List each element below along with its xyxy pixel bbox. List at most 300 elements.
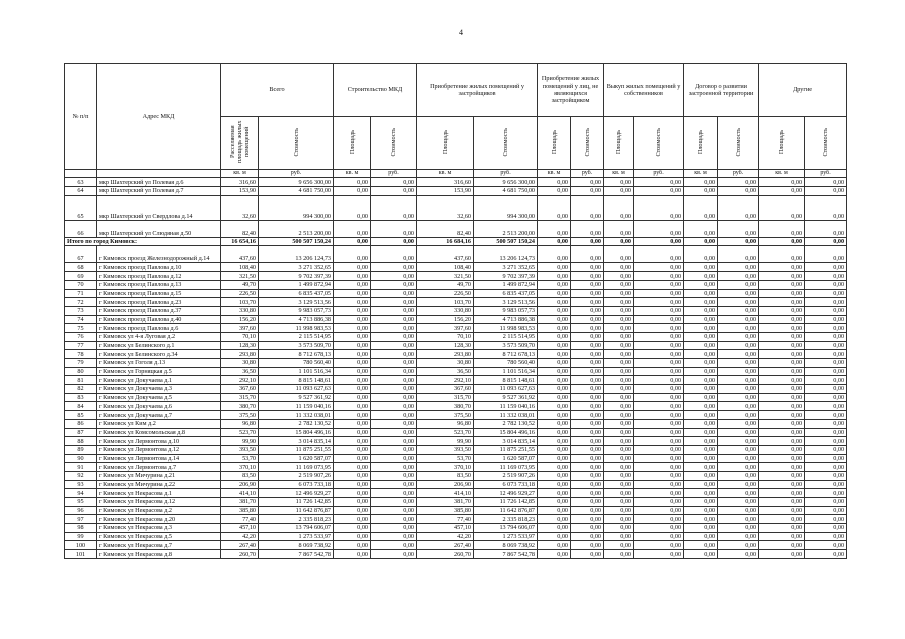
value-cell: 0,00 xyxy=(371,489,417,498)
value-cell: 0,00 xyxy=(604,237,634,246)
value-cell: 1 273 533,97 xyxy=(259,532,334,541)
row-address: г Кимовск ул Докучаева д.3 xyxy=(97,385,221,394)
table-row xyxy=(65,298,847,307)
table-row xyxy=(65,541,847,550)
value-cell: 0,00 xyxy=(604,220,634,237)
value-cell: 0,00 xyxy=(334,471,371,480)
value-cell: 0,00 xyxy=(634,385,684,394)
value-cell: 0,00 xyxy=(634,237,684,246)
value-cell: 381,70 xyxy=(221,498,259,507)
value-cell: 0,00 xyxy=(634,332,684,341)
value-cell: 0,00 xyxy=(538,376,571,385)
value-cell: 0,00 xyxy=(805,445,847,454)
value-cell: 0,00 xyxy=(604,385,634,394)
value-cell: 0,00 xyxy=(634,324,684,333)
value-cell: 0,00 xyxy=(718,178,759,187)
value-cell: 0,00 xyxy=(538,532,571,541)
value-cell: 0,00 xyxy=(604,445,634,454)
value-cell: 206,90 xyxy=(417,480,474,489)
value-cell: 381,70 xyxy=(417,498,474,507)
subheader-cost: Стоимость xyxy=(805,117,847,170)
row-number: 64 xyxy=(65,187,97,196)
table-row xyxy=(65,178,847,187)
value-cell: 0,00 xyxy=(718,289,759,298)
value-cell: 0,00 xyxy=(634,515,684,524)
value-cell: 0,00 xyxy=(718,498,759,507)
header-other: Другие xyxy=(759,64,847,117)
row-number: 83 xyxy=(65,393,97,402)
table-row xyxy=(65,454,847,463)
subheader-area: Площадь xyxy=(604,117,634,170)
value-cell: 0,00 xyxy=(718,471,759,480)
value-cell: 315,70 xyxy=(221,393,259,402)
value-cell: 0,00 xyxy=(718,524,759,533)
value-cell: 0,00 xyxy=(571,393,604,402)
value-cell: 0,00 xyxy=(538,506,571,515)
value-cell: 36,50 xyxy=(417,367,474,376)
value-cell: 6 835 437,05 xyxy=(474,289,538,298)
value-cell: 0,00 xyxy=(805,411,847,420)
value-cell: 0,00 xyxy=(805,532,847,541)
subheader-cost: Стоимость xyxy=(634,117,684,170)
value-cell: 0,00 xyxy=(334,298,371,307)
value-cell: 11 642 876,87 xyxy=(474,506,538,515)
value-cell: 0,00 xyxy=(805,385,847,394)
value-cell: 523,70 xyxy=(417,428,474,437)
value-cell: 11 169 073,95 xyxy=(474,463,538,472)
value-cell: 0,00 xyxy=(604,324,634,333)
value-cell: 0,00 xyxy=(571,359,604,368)
value-cell: 0,00 xyxy=(604,498,634,507)
value-cell: 9 983 057,73 xyxy=(474,306,538,315)
value-cell: 4 681 750,00 xyxy=(474,187,538,196)
value-cell: 0,00 xyxy=(371,272,417,281)
value-cell: 0,00 xyxy=(759,220,805,237)
value-cell: 0,00 xyxy=(684,437,718,446)
value-cell: 0,00 xyxy=(805,454,847,463)
row-address: г Кимовск проезд Железнодорожный д.14 xyxy=(97,246,221,263)
value-cell: 0,00 xyxy=(571,480,604,489)
value-cell: 0,00 xyxy=(634,306,684,315)
value-cell: 12 496 929,27 xyxy=(474,489,538,498)
value-cell: 0,00 xyxy=(718,298,759,307)
unit-cell: руб. xyxy=(259,170,334,178)
value-cell: 8 815 148,61 xyxy=(259,376,334,385)
value-cell: 0,00 xyxy=(634,367,684,376)
subheader-area: Площадь xyxy=(538,117,571,170)
value-cell: 13 206 124,73 xyxy=(259,246,334,263)
value-cell: 385,80 xyxy=(417,506,474,515)
table-row xyxy=(65,419,847,428)
value-cell: 3 271 352,65 xyxy=(474,263,538,272)
value-cell: 370,10 xyxy=(417,463,474,472)
value-cell: 53,70 xyxy=(417,454,474,463)
table-row xyxy=(65,324,847,333)
header-purchase-developers: Приобретение жилых помещений у застройщиков xyxy=(417,64,538,117)
value-cell: 0,00 xyxy=(371,550,417,559)
value-cell: 0,00 xyxy=(571,489,604,498)
housing-resettlement-table xyxy=(64,63,847,559)
table-row xyxy=(65,411,847,420)
value-cell: 375,50 xyxy=(417,411,474,420)
value-cell: 0,00 xyxy=(371,419,417,428)
subheader-resettled-area: Расселяемая площадь жилых помещений xyxy=(221,117,259,170)
value-cell: 9 656 300,00 xyxy=(474,178,538,187)
value-cell: 0,00 xyxy=(684,376,718,385)
value-cell: 0,00 xyxy=(759,393,805,402)
unit-cell: кв. м xyxy=(538,170,571,178)
value-cell: 0,00 xyxy=(571,195,604,220)
value-cell: 0,00 xyxy=(334,272,371,281)
value-cell: 226,50 xyxy=(417,289,474,298)
row-number: 78 xyxy=(65,350,97,359)
row-address: мкр Шахтерский ул Слюдяная д.50 xyxy=(97,220,221,237)
value-cell: 0,00 xyxy=(684,359,718,368)
value-cell: 0,00 xyxy=(759,498,805,507)
value-cell: 0,00 xyxy=(684,306,718,315)
value-cell: 0,00 xyxy=(334,402,371,411)
unit-cell: руб. xyxy=(371,170,417,178)
table-row xyxy=(65,195,847,220)
value-cell: 0,00 xyxy=(334,306,371,315)
row-number: 75 xyxy=(65,324,97,333)
value-cell: 0,00 xyxy=(571,506,604,515)
value-cell: 0,00 xyxy=(684,471,718,480)
value-cell: 0,00 xyxy=(571,376,604,385)
value-cell: 0,00 xyxy=(604,463,634,472)
value-cell: 11 332 038,01 xyxy=(259,411,334,420)
value-cell: 0,00 xyxy=(604,411,634,420)
row-number: 63 xyxy=(65,178,97,187)
value-cell: 42,20 xyxy=(221,532,259,541)
value-cell: 0,00 xyxy=(684,393,718,402)
value-cell: 0,00 xyxy=(371,498,417,507)
value-cell: 0,00 xyxy=(604,402,634,411)
value-cell: 0,00 xyxy=(538,220,571,237)
value-cell: 0,00 xyxy=(634,489,684,498)
value-cell: 2 782 130,52 xyxy=(259,419,334,428)
value-cell: 0,00 xyxy=(718,263,759,272)
value-cell: 380,70 xyxy=(417,402,474,411)
value-cell: 0,00 xyxy=(684,428,718,437)
table-row xyxy=(65,445,847,454)
value-cell: 0,00 xyxy=(759,298,805,307)
value-cell: 0,00 xyxy=(371,220,417,237)
value-cell: 0,00 xyxy=(571,187,604,196)
value-cell: 0,00 xyxy=(684,220,718,237)
row-address: г Кимовск ул Лермонтова д.7 xyxy=(97,463,221,472)
value-cell: 0,00 xyxy=(684,272,718,281)
table-row xyxy=(65,350,847,359)
value-cell: 0,00 xyxy=(718,246,759,263)
value-cell: 0,00 xyxy=(759,445,805,454)
value-cell: 0,00 xyxy=(538,393,571,402)
value-cell: 0,00 xyxy=(538,445,571,454)
row-number: 90 xyxy=(65,454,97,463)
value-cell: 2 335 818,23 xyxy=(474,515,538,524)
value-cell: 330,80 xyxy=(221,306,259,315)
value-cell: 7 867 542,78 xyxy=(259,550,334,559)
value-cell: 0,00 xyxy=(571,306,604,315)
row-address: г Кимовск ул Докучаева д.5 xyxy=(97,393,221,402)
value-cell: 0,00 xyxy=(538,350,571,359)
value-cell: 0,00 xyxy=(371,454,417,463)
value-cell: 0,00 xyxy=(684,246,718,263)
value-cell: 393,50 xyxy=(417,445,474,454)
value-cell: 367,60 xyxy=(417,385,474,394)
value-cell: 0,00 xyxy=(759,402,805,411)
value-cell: 321,50 xyxy=(417,272,474,281)
value-cell: 0,00 xyxy=(718,463,759,472)
value-cell: 96,80 xyxy=(221,419,259,428)
value-cell: 0,00 xyxy=(538,324,571,333)
value-cell: 128,30 xyxy=(417,341,474,350)
value-cell: 8 815 148,61 xyxy=(474,376,538,385)
subheader-area: Площадь xyxy=(684,117,718,170)
value-cell: 0,00 xyxy=(604,454,634,463)
value-cell: 0,00 xyxy=(718,411,759,420)
value-cell: 0,00 xyxy=(538,341,571,350)
row-number: 96 xyxy=(65,506,97,515)
value-cell: 293,80 xyxy=(417,350,474,359)
value-cell: 0,00 xyxy=(634,411,684,420)
value-cell: 0,00 xyxy=(334,315,371,324)
value-cell: 0,00 xyxy=(334,393,371,402)
value-cell: 0,00 xyxy=(371,428,417,437)
value-cell: 0,00 xyxy=(634,280,684,289)
value-cell: 267,40 xyxy=(221,541,259,550)
value-cell: 0,00 xyxy=(334,498,371,507)
table-row xyxy=(65,272,847,281)
value-cell: 0,00 xyxy=(571,428,604,437)
value-cell: 0,00 xyxy=(334,350,371,359)
value-cell: 0,00 xyxy=(718,272,759,281)
value-cell: 0,00 xyxy=(604,428,634,437)
value-cell: 0,00 xyxy=(538,524,571,533)
value-cell: 0,00 xyxy=(538,332,571,341)
value-cell: 0,00 xyxy=(684,445,718,454)
row-address: г Кимовск проезд Павлова д.37 xyxy=(97,306,221,315)
table-row xyxy=(65,280,847,289)
value-cell: 0,00 xyxy=(371,402,417,411)
row-number: 88 xyxy=(65,437,97,446)
header-purchase-non-developers: Приобретение жилых помещений у лиц, не являющихся застройщиком xyxy=(538,64,604,117)
value-cell: 0,00 xyxy=(604,246,634,263)
value-cell: 0,00 xyxy=(759,411,805,420)
unit-cell: кв. м xyxy=(417,170,474,178)
value-cell: 82,40 xyxy=(417,220,474,237)
row-address: г Кимовск проезд Павлова д.15 xyxy=(97,289,221,298)
value-cell: 457,10 xyxy=(221,524,259,533)
value-cell: 0,00 xyxy=(634,506,684,515)
value-cell: 0,00 xyxy=(334,463,371,472)
table-row xyxy=(65,402,847,411)
value-cell: 0,00 xyxy=(805,324,847,333)
row-number: 87 xyxy=(65,428,97,437)
value-cell: 0,00 xyxy=(759,437,805,446)
value-cell: 0,00 xyxy=(371,341,417,350)
value-cell: 0,00 xyxy=(759,324,805,333)
value-cell: 0,00 xyxy=(805,315,847,324)
value-cell: 0,00 xyxy=(718,480,759,489)
value-cell: 0,00 xyxy=(371,541,417,550)
value-cell: 1 273 533,97 xyxy=(474,532,538,541)
value-cell: 0,00 xyxy=(371,246,417,263)
table-row xyxy=(65,506,847,515)
row-address: г Кимовск ул Лермонтова д.12 xyxy=(97,445,221,454)
value-cell: 0,00 xyxy=(634,454,684,463)
value-cell: 0,00 xyxy=(604,480,634,489)
value-cell: 0,00 xyxy=(604,393,634,402)
value-cell: 0,00 xyxy=(571,178,604,187)
value-cell: 0,00 xyxy=(371,471,417,480)
value-cell: 108,40 xyxy=(417,263,474,272)
value-cell: 0,00 xyxy=(805,541,847,550)
value-cell: 128,30 xyxy=(221,341,259,350)
value-cell: 0,00 xyxy=(538,437,571,446)
row-address: г Кимовск ул Некрасова д.2 xyxy=(97,506,221,515)
value-cell: 0,00 xyxy=(604,298,634,307)
value-cell: 0,00 xyxy=(571,463,604,472)
value-cell: 0,00 xyxy=(805,306,847,315)
value-cell: 0,00 xyxy=(538,263,571,272)
value-cell: 397,60 xyxy=(221,324,259,333)
value-cell: 0,00 xyxy=(634,220,684,237)
value-cell: 0,00 xyxy=(684,315,718,324)
value-cell: 0,00 xyxy=(759,550,805,559)
value-cell: 0,00 xyxy=(604,515,634,524)
value-cell: 0,00 xyxy=(371,385,417,394)
row-address: г Кимовск ул Докучаева д.6 xyxy=(97,402,221,411)
row-address: г Кимовск ул Докучаева д.1 xyxy=(97,376,221,385)
value-cell: 0,00 xyxy=(604,506,634,515)
value-cell: 2 335 818,23 xyxy=(259,515,334,524)
value-cell: 315,70 xyxy=(417,393,474,402)
value-cell: 0,00 xyxy=(718,437,759,446)
table-row xyxy=(65,332,847,341)
value-cell: 0,00 xyxy=(334,376,371,385)
value-cell: 77,40 xyxy=(417,515,474,524)
value-cell: 96,80 xyxy=(417,419,474,428)
value-cell: 0,00 xyxy=(334,237,371,246)
table-row xyxy=(65,437,847,446)
value-cell: 13 794 606,07 xyxy=(259,524,334,533)
value-cell: 0,00 xyxy=(684,419,718,428)
value-cell: 9 983 057,73 xyxy=(259,306,334,315)
value-cell: 0,00 xyxy=(634,463,684,472)
value-cell: 0,00 xyxy=(684,402,718,411)
row-address: г Кимовск ул Мичурина д.22 xyxy=(97,480,221,489)
value-cell: 0,00 xyxy=(759,178,805,187)
value-cell: 0,00 xyxy=(805,498,847,507)
value-cell: 0,00 xyxy=(805,428,847,437)
value-cell: 0,00 xyxy=(759,246,805,263)
value-cell: 32,60 xyxy=(221,195,259,220)
row-number: 101 xyxy=(65,550,97,559)
value-cell: 0,00 xyxy=(538,463,571,472)
value-cell: 0,00 xyxy=(371,263,417,272)
row-address: г Кимовск проезд Павлова д.12 xyxy=(97,272,221,281)
value-cell: 0,00 xyxy=(759,506,805,515)
value-cell: 0,00 xyxy=(634,272,684,281)
page-number: 4 xyxy=(459,28,463,37)
table-row xyxy=(65,385,847,394)
value-cell: 0,00 xyxy=(604,359,634,368)
value-cell: 0,00 xyxy=(805,419,847,428)
value-cell: 0,00 xyxy=(571,419,604,428)
value-cell: 99,90 xyxy=(417,437,474,446)
subheader-cost: Стоимость xyxy=(474,117,538,170)
value-cell: 0,00 xyxy=(538,385,571,394)
row-address: г Кимовск проезд Павлова д.6 xyxy=(97,324,221,333)
row-number: 68 xyxy=(65,263,97,272)
value-cell: 99,90 xyxy=(221,437,259,446)
value-cell: 0,00 xyxy=(604,332,634,341)
unit-cell: руб. xyxy=(718,170,759,178)
value-cell: 260,70 xyxy=(417,550,474,559)
value-cell: 0,00 xyxy=(634,298,684,307)
row-number: 73 xyxy=(65,306,97,315)
value-cell: 8 712 678,13 xyxy=(474,350,538,359)
value-cell: 457,10 xyxy=(417,524,474,533)
value-cell: 2 519 907,26 xyxy=(474,471,538,480)
row-number: 86 xyxy=(65,419,97,428)
value-cell: 0,00 xyxy=(604,489,634,498)
unit-cell: кв. м xyxy=(221,170,259,178)
value-cell: 1 620 587,07 xyxy=(474,454,538,463)
value-cell: 994 300,00 xyxy=(259,195,334,220)
value-cell: 0,00 xyxy=(334,289,371,298)
value-cell: 0,00 xyxy=(604,532,634,541)
value-cell: 0,00 xyxy=(634,498,684,507)
row-number: 94 xyxy=(65,489,97,498)
table-row xyxy=(65,187,847,196)
value-cell: 0,00 xyxy=(334,195,371,220)
value-cell: 156,20 xyxy=(417,315,474,324)
value-cell: 0,00 xyxy=(684,489,718,498)
value-cell: 1 499 872,94 xyxy=(474,280,538,289)
value-cell: 11 998 983,53 xyxy=(474,324,538,333)
value-cell: 0,00 xyxy=(684,289,718,298)
value-cell: 0,00 xyxy=(538,419,571,428)
row-address: мкр Шахтерский ул Полевая д.6 xyxy=(97,178,221,187)
header-row-groups xyxy=(65,64,847,117)
value-cell: 0,00 xyxy=(718,385,759,394)
value-cell: 375,50 xyxy=(221,411,259,420)
unit-cell: кв. м xyxy=(334,170,371,178)
value-cell: 0,00 xyxy=(371,506,417,515)
row-number: 71 xyxy=(65,289,97,298)
value-cell: 153,90 xyxy=(221,187,259,196)
value-cell: 0,00 xyxy=(571,411,604,420)
table-row xyxy=(65,341,847,350)
value-cell: 0,00 xyxy=(334,437,371,446)
value-cell: 437,60 xyxy=(221,246,259,263)
value-cell: 780 560,40 xyxy=(474,359,538,368)
value-cell: 0,00 xyxy=(718,220,759,237)
value-cell: 9 702 397,39 xyxy=(474,272,538,281)
value-cell: 0,00 xyxy=(571,341,604,350)
value-cell: 0,00 xyxy=(634,437,684,446)
row-address: мкр Шахтерский ул Полевая д.7 xyxy=(97,187,221,196)
value-cell: 0,00 xyxy=(371,195,417,220)
value-cell: 2 782 130,52 xyxy=(474,419,538,428)
value-cell: 0,00 xyxy=(538,178,571,187)
value-cell: 1 101 516,34 xyxy=(259,367,334,376)
value-cell: 0,00 xyxy=(538,367,571,376)
value-cell: 0,00 xyxy=(334,454,371,463)
value-cell: 0,00 xyxy=(759,541,805,550)
